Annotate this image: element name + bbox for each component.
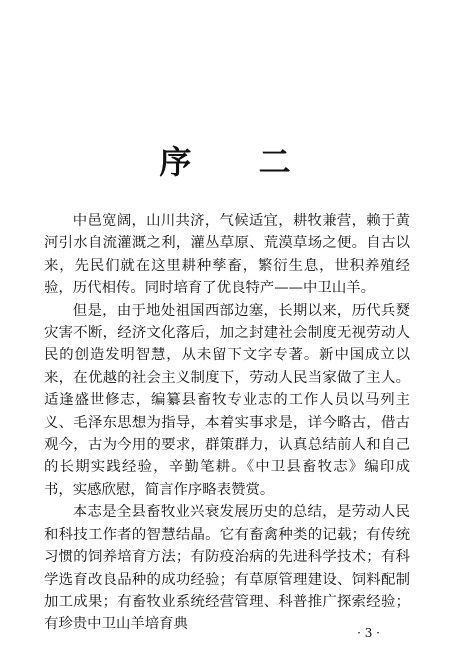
paragraph-3: 本志是全县畜牧业兴衰发展历史的总结，是劳动人民和科技工作者的智慧结晶。它有畜禽种类的记载；有传统习惯的饲养培育方法；有防疫治病的先进科学技术；有科学选育改良品种的成功经验；有草原管理建设、饲料配制加工成果；有畜牧业系统经营管理、科普推广探索经验；有珍贵中卫山羊培育典 [44,504,410,633]
paragraph-1: 中邑宽阔，山川共济，气候适宜，耕牧兼营，赖于黄河引水自流灌溉之利，灌丛草原、荒漠草场之便。自古以来，先民们就在这里耕种孳畜，繁衍生息，世积养殖经验，历代相传。同时培育了优良特产——中卫山羊。 [44,213,410,297]
page-title: 序 二 [159,143,319,181]
paragraph-2: 但是，由于地处祖国西部边塞，长期以来，历代兵燹灾害不断，经济文化落后，加之封建社会制度无视劳动人民的创造发明智慧，从未留下文字专著。新中国成立以来，在优越的社会主义制度下，劳动人民当家做了主人。适逢盛世修志，编纂县畜牧专业志的工作人员以马列主义、毛泽东思想为指导，本着实事求是，详今略古，借古观今，古为今用的要求，群策群力，认真总结前人和自己的长期实践经验，辛勤笔耕。《中卫县畜牧志》编印成书，实感欣慰，简言作序略表赞赏。 [44,302,410,498]
body-text [44,210,410,636]
page-number: · 3 · [357,626,380,640]
